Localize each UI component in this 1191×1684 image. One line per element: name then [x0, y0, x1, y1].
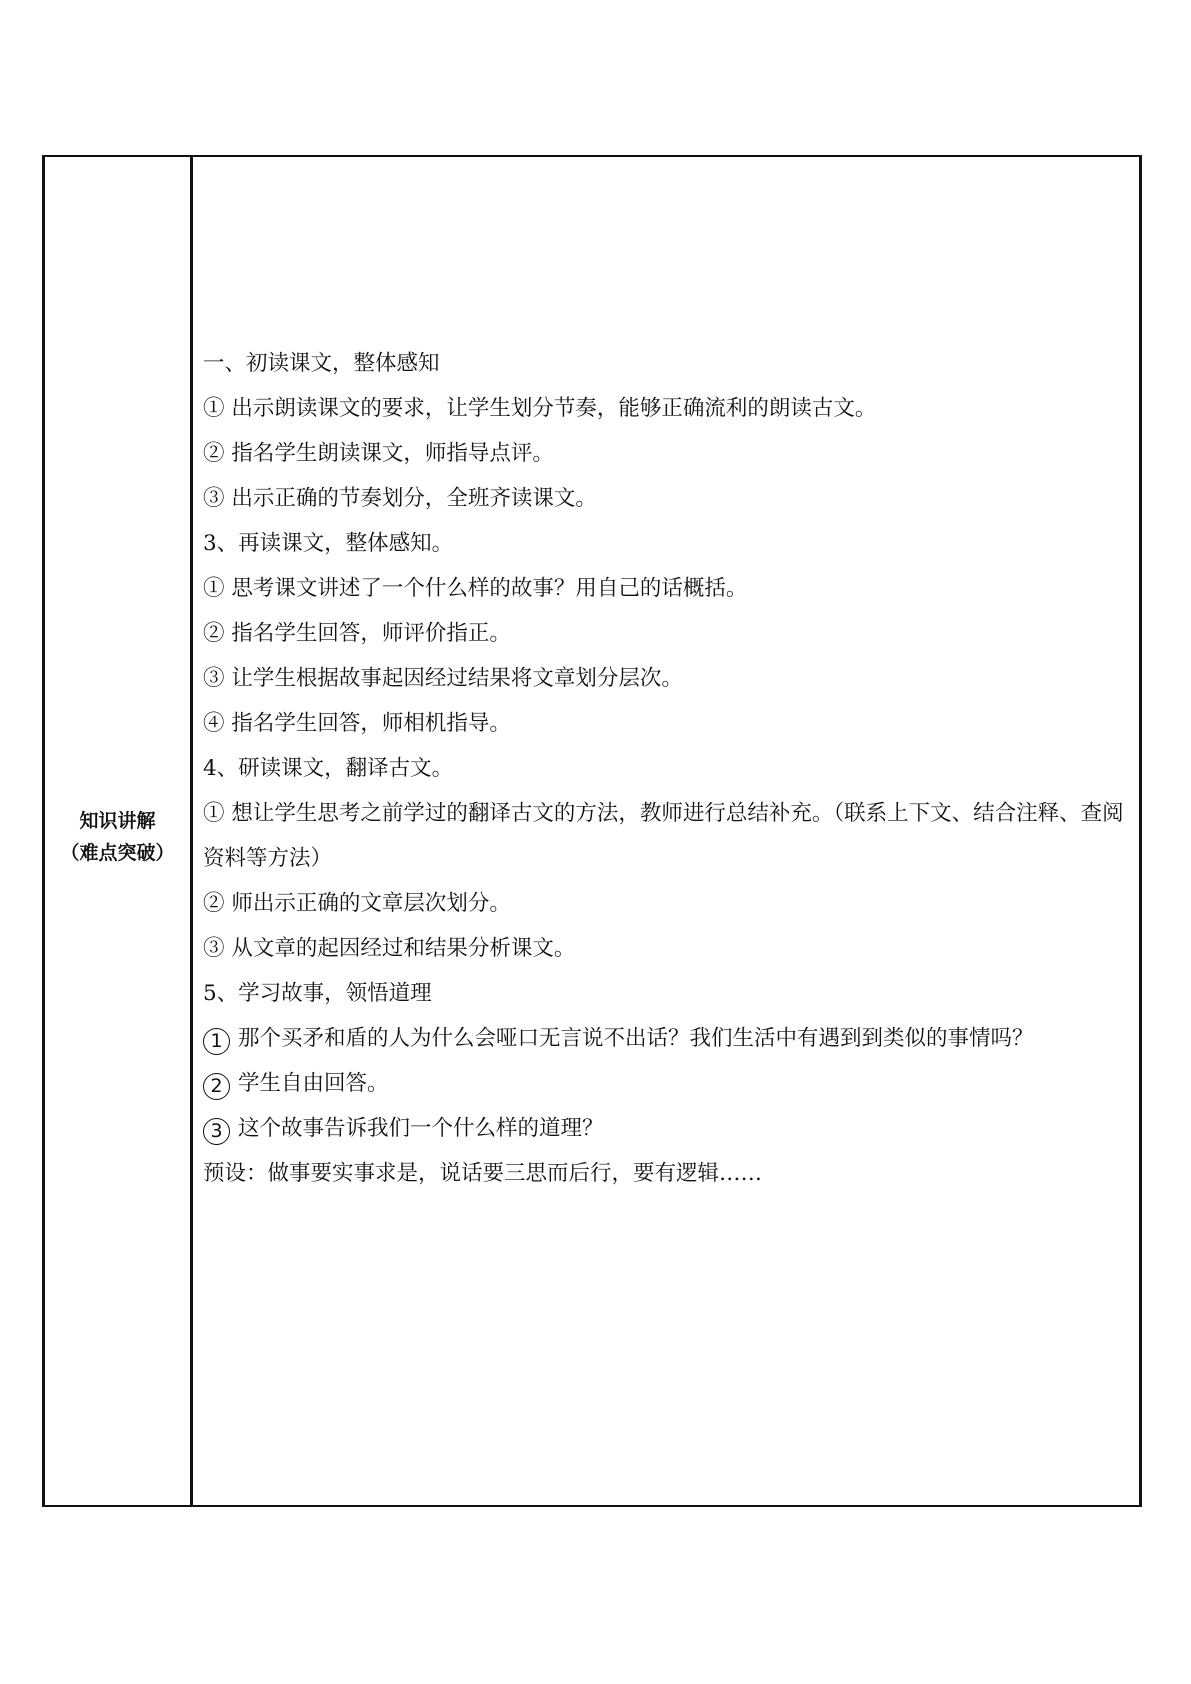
section-title: 知识讲解	[79, 810, 156, 832]
content-line: 3、再读课文，整体感知。	[203, 531, 454, 556]
circled-item-text: 这个故事告诉我们一个什么样的道理？	[238, 1116, 604, 1141]
column-divider	[190, 155, 193, 1507]
content-line: ② 指名学生回答，师评价指正。	[203, 621, 511, 646]
content-line: ③ 出示正确的节奏划分，全班齐读课文。	[203, 486, 597, 511]
circled-item	[203, 1106, 1128, 1151]
content-line: 5、学习故事，领悟道理	[203, 981, 432, 1006]
content-line: ③ 让学生根据故事起因经过结果将文章划分层次。	[203, 666, 683, 691]
content-line: 4、研读课文，翻译古文。	[203, 756, 454, 781]
section-label	[45, 805, 190, 869]
content-line: ② 师出示正确的文章层次划分。	[203, 891, 511, 916]
circled-item-text: 学生自由回答。	[238, 1071, 389, 1096]
circled-number: 3	[203, 1118, 230, 1145]
content-line: ② 指名学生朗读课文，师指导点评。	[203, 441, 554, 466]
content-paragraph: ① 想让学生思考之前学过的翻译古文的方法，教师进行总结补充。（联系上下文、结合注释、查阅资料等方法）	[203, 801, 1124, 871]
lesson-content	[203, 341, 1128, 1196]
section-subtitle: （难点突破）	[60, 842, 175, 864]
circled-item	[203, 1061, 1128, 1106]
content-line: ③ 从文章的起因经过和结果分析课文。	[203, 936, 576, 961]
preset-line: 预设：做事要实事求是，说话要三思而后行，要有逻辑……	[203, 1161, 763, 1186]
content-line: ① 思考课文讲述了一个什么样的故事？用自己的话概括。	[203, 576, 748, 601]
content-line: ④ 指名学生回答，师相机指导。	[203, 711, 511, 736]
circled-number: 2	[203, 1073, 230, 1100]
circled-number: 1	[203, 1028, 230, 1055]
content-line: 一、初读课文，整体感知	[203, 351, 440, 376]
circled-item	[203, 1016, 1128, 1061]
content-line: ① 出示朗读课文的要求，让学生划分节奏，能够正确流利的朗读古文。	[203, 396, 877, 421]
circled-item-text: 那个买矛和盾的人为什么会哑口无言说不出话？我们生活中有遇到到类似的事情吗？	[238, 1026, 1034, 1051]
